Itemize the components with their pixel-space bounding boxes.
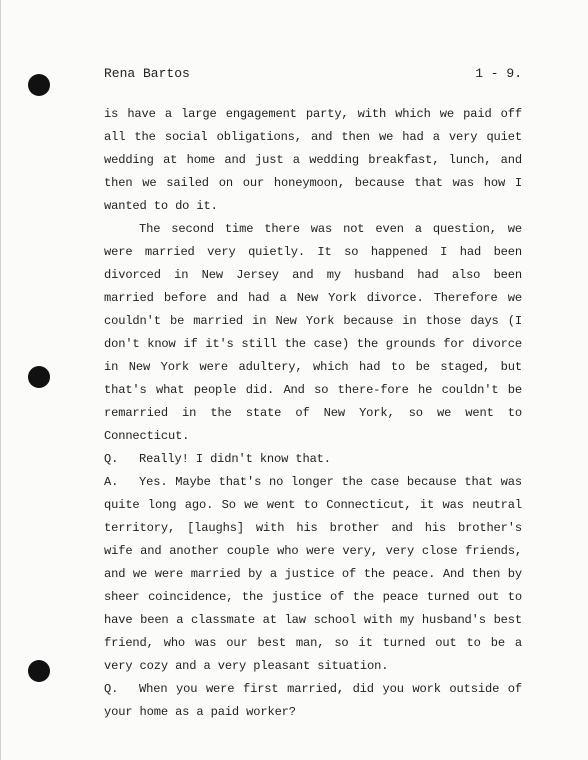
binder-hole-top: [28, 74, 50, 96]
qa-text: When you were first married, did you work outside of your home as a paid worker?: [104, 682, 522, 719]
speaker-label: Q.: [104, 452, 119, 466]
interviewee-name: Rena Bartos: [104, 66, 190, 81]
qa-question: [104, 448, 522, 471]
paragraph-second-marriage: The second time there was not even a question, we were married very quietly. It so happened I had been divorced in New Jersey and my husband had also been married before and had a New York divorce. Therefore we couldn't be married in New York because in those days (I don't know if it's still the case) the grounds for divorce in New York were adultery, which had to be staged, but that's what people did. And so there-fore he couldn't be remarried in the state of New York, so we went to Connecticut.: [104, 222, 522, 443]
qa-text: Really! I didn't know that.: [139, 452, 331, 466]
speaker-label: Q.: [104, 682, 119, 696]
binder-hole-middle: [28, 366, 50, 388]
qa-answer: [104, 471, 522, 678]
page-number: 1 - 9.: [475, 66, 522, 81]
paragraph-continuation: is have a large engagement party, with which we paid off all the social obligations, and then we had a very quiet wedding at home and just a wedding breakfast, lunch, and then we sailed on our honeymoon, because that was how I wanted to do it.: [104, 107, 522, 213]
transcript-body: [104, 103, 522, 724]
qa-question: [104, 678, 522, 724]
qa-text: Yes. Maybe that's no longer the case because that was quite long ago. So we went to Connecticut, it was neutral territory, [laughs] with his brother and his brother's wife and another couple who were very, very close friends, and we were married by a justice of the peace. And then by sheer coincidence, the justice of the peace turned out to have been a classmate at law school with my husband's best friend, who was our best man, so it turned out to be a very cozy and a very pleasant situation.: [104, 475, 522, 673]
page-header: [104, 66, 522, 86]
speaker-label: A.: [104, 475, 119, 489]
binder-hole-bottom: [28, 660, 50, 682]
